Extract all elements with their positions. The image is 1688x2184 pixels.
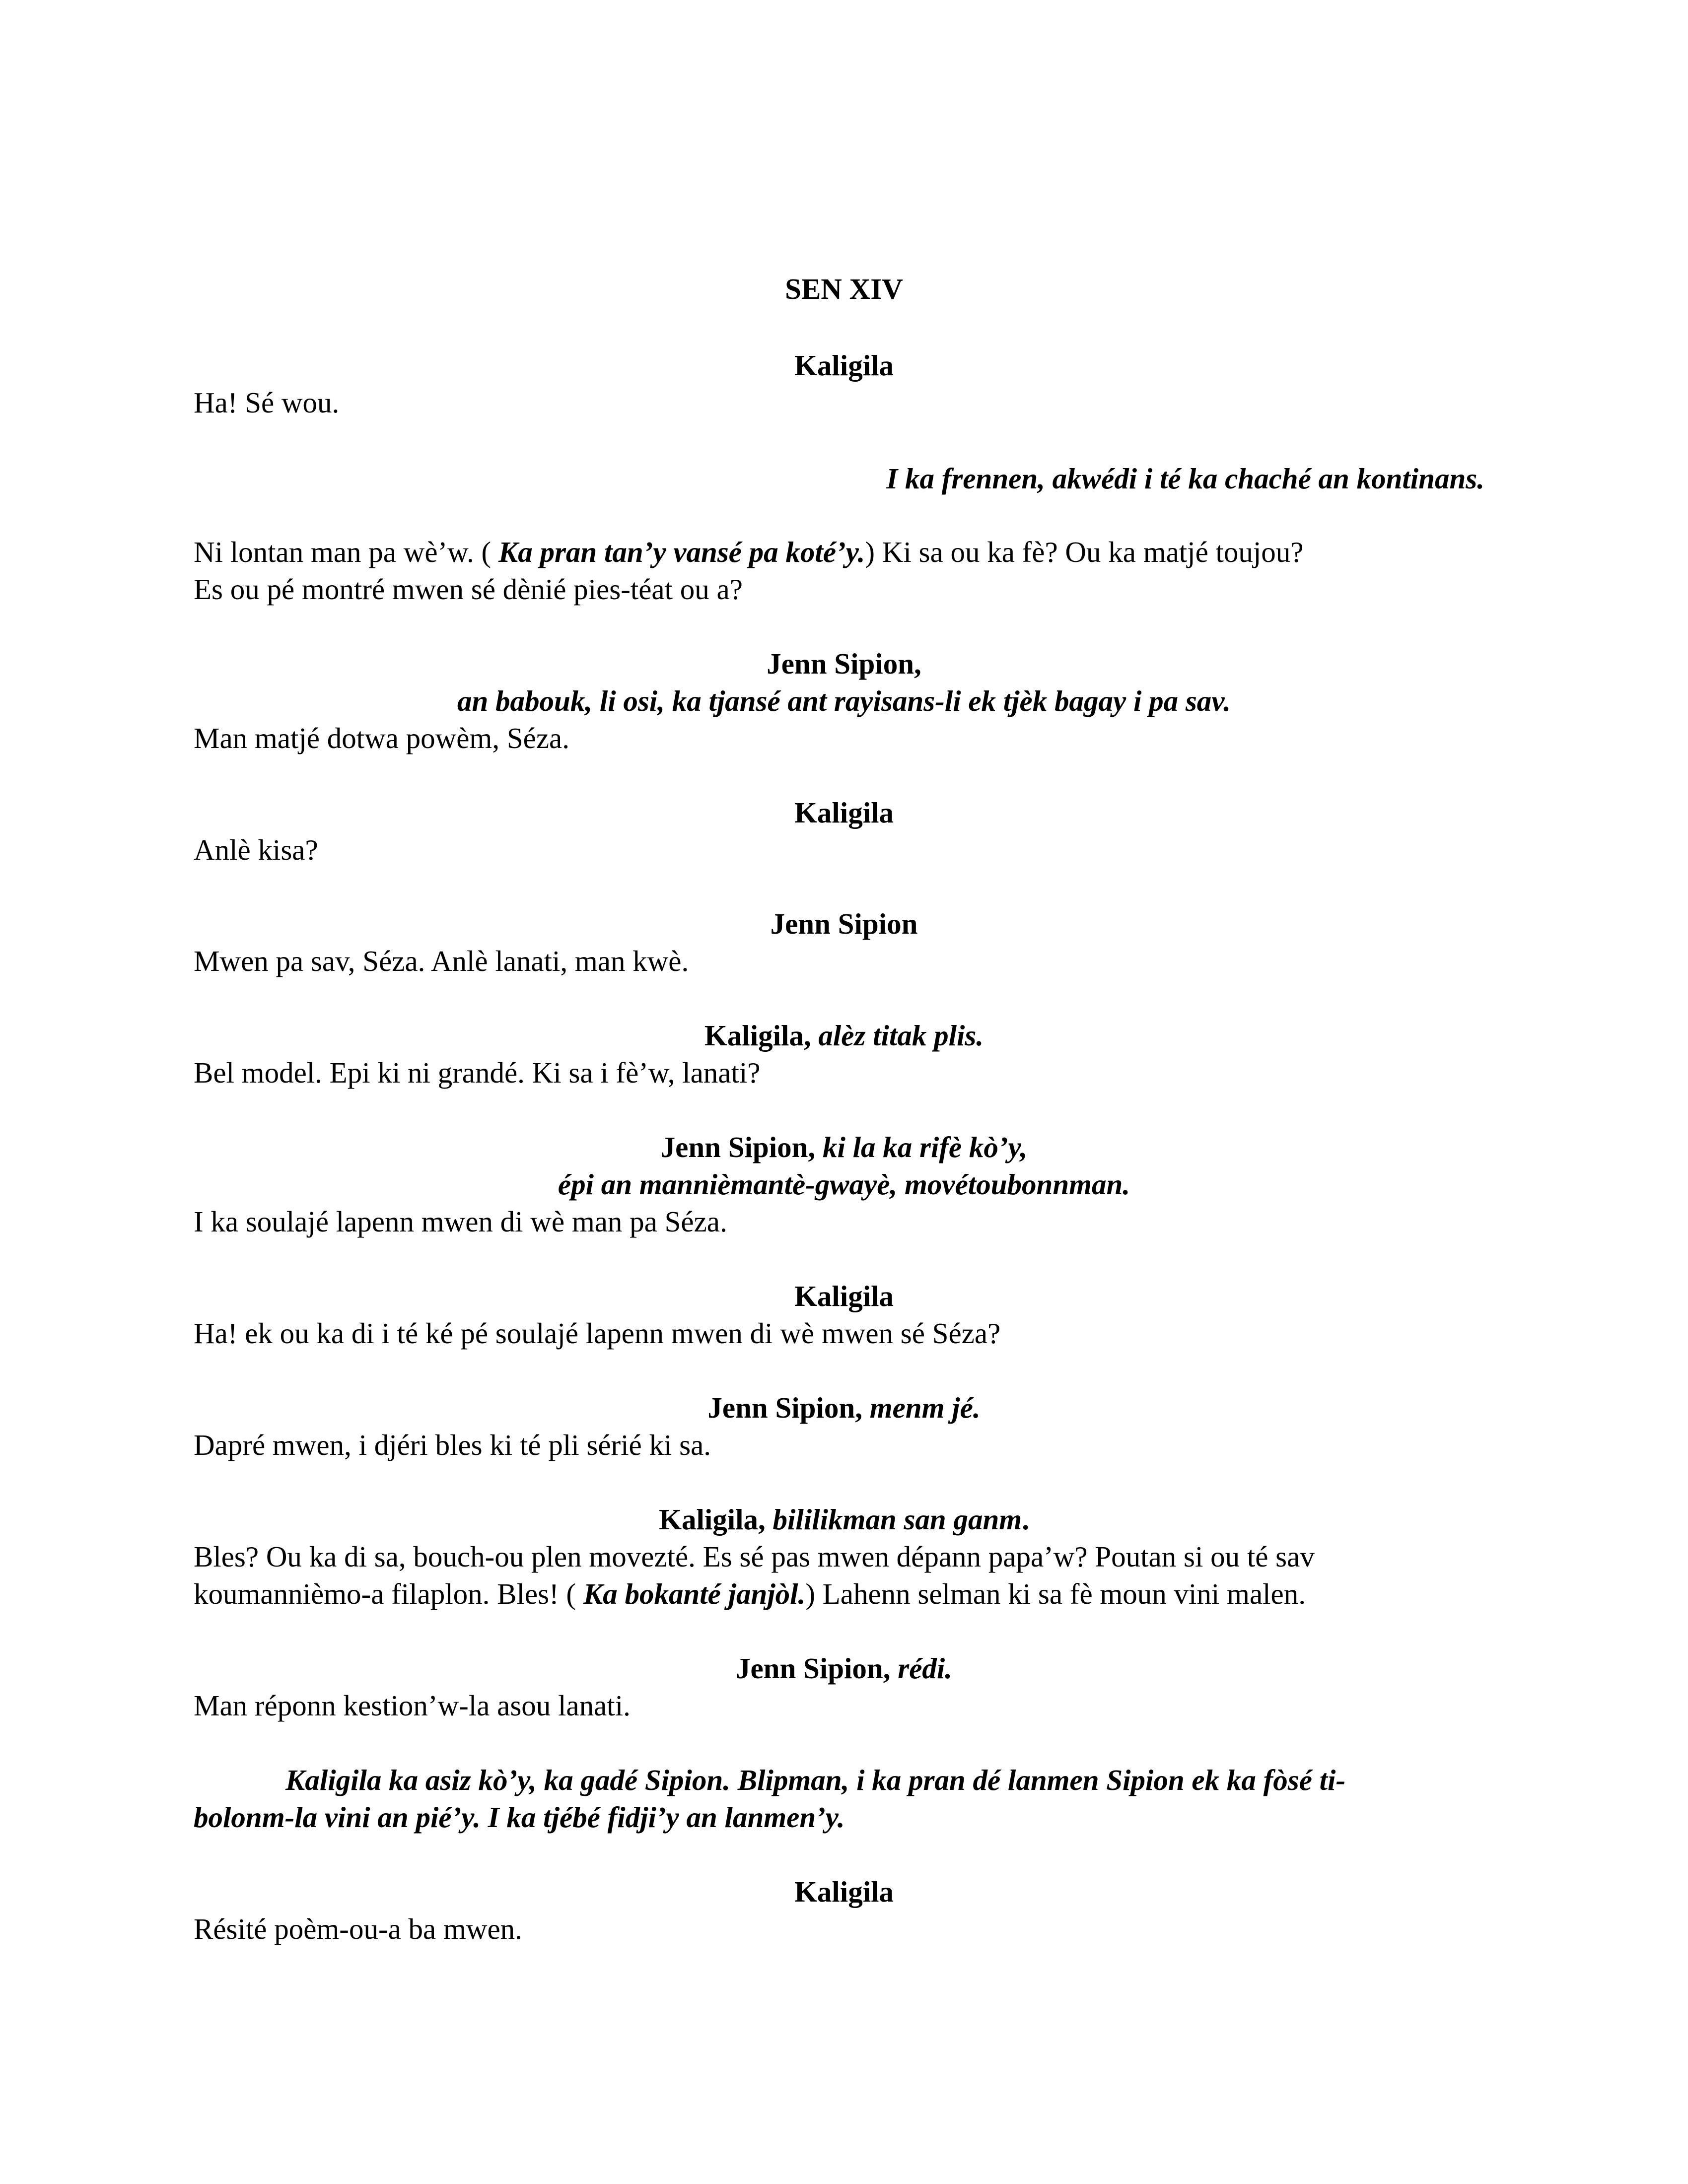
speaker-name: Jenn Sipion [770,907,918,940]
speaker-name: Kaligila [794,1280,894,1312]
speaker-line [0,1388,1688,1427]
speaker-name: Jenn Sipion, [735,1652,891,1685]
dialogue-line: Dapré mwen, i djéri bles ki té pli sérié ki sa. [194,1429,711,1461]
speaker-name: Kaligila [794,796,894,829]
dialogue-line: Man réponn kestion’w-la asou lanati. [194,1689,631,1722]
speaker-name: Kaligila [794,349,894,382]
dialogue-line: Bles? Ou ka di sa, bouch-ou plen movezté. Es sé pas mwen dépann papa’w? Poutan si ou té sav [194,1540,1315,1573]
scene-title: SEN XIV [785,273,903,305]
dialogue-line: Es ou pé montré mwen sé dènié pies-téat ou a? [194,573,743,606]
stage-direction: I ka frennen, akwédi i té ka chaché an kontinans. [886,462,1484,495]
dialogue-line: Résité poèm-ou-a ba mwen. [194,1912,522,1945]
speaker-direction: menm jé. [869,1391,981,1424]
speaker-direction: rédi. [898,1652,953,1685]
inline-stage-direction: Ka bokanté janjòl. [583,1577,806,1610]
speaker-line [0,1016,1688,1055]
inline-stage-direction: Ka pran tan’y vansé pa koté’y. [498,536,865,568]
dialogue-line: Anlè kisa? [194,833,318,866]
speaker-direction: ki la ka rifè kò’y, [822,1131,1028,1163]
speaker-name: Jenn Sipion, [707,1391,862,1424]
dialogue-line: Ha! Sé wou. [194,386,340,419]
speaker-name: Jenn Sipion, [660,1131,816,1163]
dialogue-text: koumannièmo-a filaplon. Bles! ( [194,1577,583,1610]
stage-direction: bolonm-la vini an pié’y. I ka tjébé fidji’y an lanmen’y. [194,1801,845,1834]
dialogue-line: Man matjé dotwa powèm, Séza. [194,722,569,754]
speaker-direction-end: . [1022,1503,1029,1536]
stage-direction: Kaligila ka asiz kò’y, ka gadé Sipion. Blipman, i ka pran dé lanmen Sipion ek ka fòsé ti- [285,1764,1346,1796]
dialogue-line [194,1574,1306,1613]
speaker-line [0,1500,1688,1539]
speaker-direction: bililikman san ganm [773,1503,1022,1536]
speaker-name: Kaligila, [704,1019,811,1052]
speaker-line [0,1649,1688,1688]
speaker-direction: épi an mannièmantè-gwayè, movétoubonnman. [558,1168,1130,1201]
speaker-name: Jenn Sipion, [767,647,921,680]
dialogue-text: ) Lahenn selman ki sa fè moun vini malen. [805,1577,1306,1610]
dialogue-line: I ka soulajé lapenn mwen di wè man pa Séza. [194,1205,727,1238]
dialogue-line [194,533,1303,571]
speaker-name: Kaligila [794,1875,894,1908]
speaker-direction: alèz titak plis. [818,1019,984,1052]
dialogue-line: Mwen pa sav, Séza. Anlè lanati, man kwè. [194,945,689,977]
dialogue-text: ) Ki sa ou ka fè? Ou ka matjé toujou? [865,536,1304,568]
dialogue-line: Bel model. Epi ki ni grandé. Ki sa i fè’w, lanati? [194,1056,761,1089]
speaker-line [0,1128,1688,1166]
speaker-name: Kaligila, [659,1503,766,1536]
dialogue-text: Ni lontan man pa wè’w. ( [194,536,498,568]
speaker-direction: an babouk, li osi, ka tjansé ant rayisans-li ek tjèk bagay i pa sav. [457,684,1231,717]
dialogue-line: Ha! ek ou ka di i té ké pé soulajé lapenn mwen di wè mwen sé Séza? [194,1317,1001,1350]
